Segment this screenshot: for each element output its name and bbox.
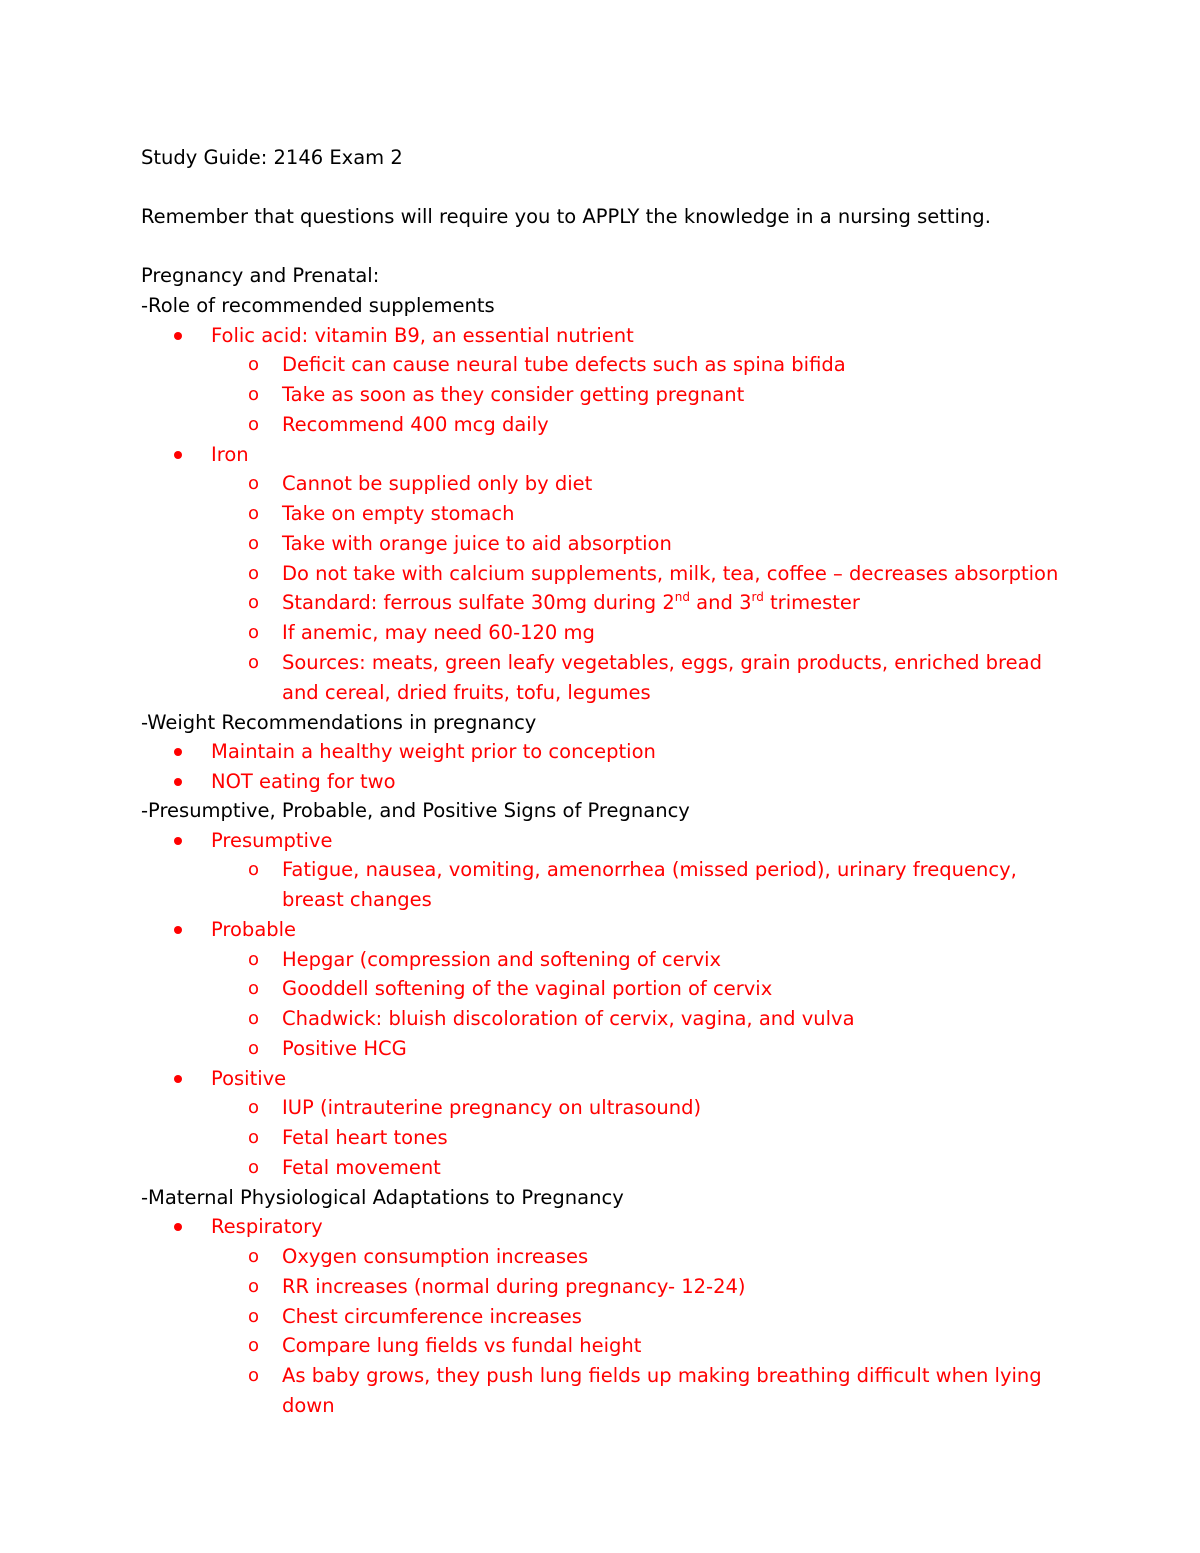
circle-bullet-icon: o: [248, 383, 260, 405]
circle-bullet-icon: o: [248, 1157, 260, 1179]
bullet-dot-icon: [174, 1075, 182, 1083]
bullet-dot-icon: [174, 451, 182, 459]
sub-list-item: o Fatigue, nausea, vomiting, amenorrhea (missed period), urinary frequency, breast changes: [141, 855, 1072, 915]
circle-bullet-icon: o: [248, 562, 260, 584]
circle-bullet-icon: o: [248, 1127, 260, 1149]
list-item: Iron: [141, 440, 1141, 470]
sub-list-item: o IUP (intrauterine pregnancy on ultrasound): [141, 1093, 1072, 1123]
document-title: Study Guide: 2146 Exam 2: [141, 146, 403, 169]
bullet-dot-icon: [174, 332, 182, 340]
list-item: Respiratory: [141, 1212, 1141, 1242]
circle-bullet-icon: o: [248, 1008, 260, 1030]
blank-line: [141, 232, 1141, 262]
document-page: [141, 143, 1141, 1421]
topic-heading: -Weight Recommendations in pregnancy: [141, 710, 537, 734]
circle-bullet-icon: o: [248, 859, 260, 881]
sub-list-item: o Sources: meats, green leafy vegetables, eggs, grain products, enriched bread and cereal, dried fruits, tofu, legumes: [141, 648, 1072, 708]
sub-list-item: o Hepgar (compression and softening of cervix: [141, 945, 1072, 975]
bullet-dot-icon: [174, 748, 182, 756]
sub-list-item: o Gooddell softening of the vaginal portion of cervix: [141, 974, 1072, 1004]
sub-list-item: o Oxygen consumption increases: [141, 1242, 1072, 1272]
circle-bullet-icon: o: [248, 413, 260, 435]
list-item: Presumptive: [141, 826, 1141, 856]
list-item: Probable: [141, 915, 1141, 945]
sub-list-item: o As baby grows, they push lung fields up making breathing difficult when lying down: [141, 1361, 1072, 1421]
sub-list-item: [141, 588, 1072, 618]
circle-bullet-icon: o: [248, 473, 260, 495]
sub-list-item: o Chadwick: bluish discoloration of cervix, vagina, and vulva: [141, 1004, 1072, 1034]
circle-bullet-icon: o: [248, 1335, 260, 1357]
sub-list-item: o Chest circumference increases: [141, 1302, 1072, 1332]
intro-text: Remember that questions will require you to APPLY the knowledge in a nursing setting.: [141, 205, 991, 229]
standard-dose-text: Standard: ferrous sulfate 30mg during 2nd and 3rd trimester: [282, 590, 860, 615]
circle-bullet-icon: o: [248, 1275, 260, 1297]
topic-heading: -Maternal Physiological Adaptations to Pregnancy: [141, 1185, 624, 1209]
list-item: Maintain a healthy weight prior to conception: [141, 737, 1141, 767]
topic-heading: -Role of recommended supplements: [141, 293, 495, 317]
bullet-dot-icon: [174, 1223, 182, 1231]
sub-list-item: o RR increases (normal during pregnancy- 12-24): [141, 1272, 1072, 1302]
list-item: Folic acid: vitamin B9, an essential nutrient: [141, 321, 1141, 351]
sub-list-item: o Fetal heart tones: [141, 1123, 1072, 1153]
sub-list-item: o Do not take with calcium supplements, milk, tea, coffee – decreases absorption: [141, 559, 1072, 589]
sub-list-item: o Recommend 400 mcg daily: [141, 410, 1072, 440]
circle-bullet-icon: o: [248, 622, 260, 644]
circle-bullet-icon: o: [248, 1246, 260, 1268]
bullet-dot-icon: [174, 778, 182, 786]
sub-list-item: o Take on empty stomach: [141, 499, 1072, 529]
sub-list-item: o Deficit can cause neural tube defects such as spina bifida: [141, 350, 1072, 380]
sub-list-item: o Cannot be supplied only by diet: [141, 469, 1072, 499]
circle-bullet-icon: o: [248, 978, 260, 1000]
sub-list-item: o Positive HCG: [141, 1034, 1072, 1064]
circle-bullet-icon: o: [248, 592, 260, 614]
circle-bullet-icon: o: [248, 651, 260, 673]
list-item: NOT eating for two: [141, 767, 1141, 797]
bullet-dot-icon: [174, 926, 182, 934]
sub-list-item: o Take with orange juice to aid absorption: [141, 529, 1072, 559]
circle-bullet-icon: o: [248, 354, 260, 376]
sub-list-item: o Take as soon as they consider getting pregnant: [141, 380, 1072, 410]
circle-bullet-icon: o: [248, 532, 260, 554]
sub-list-item: o Fetal movement: [141, 1153, 1072, 1183]
list-item: Positive: [141, 1064, 1141, 1094]
section-heading: Pregnancy and Prenatal:: [141, 264, 380, 288]
sub-list-item: o Compare lung fields vs fundal height: [141, 1331, 1072, 1361]
topic-heading: -Presumptive, Probable, and Positive Signs of Pregnancy: [141, 799, 690, 823]
circle-bullet-icon: o: [248, 1038, 260, 1060]
blank-line: [141, 173, 1141, 203]
bullet-dot-icon: [174, 837, 182, 845]
circle-bullet-icon: o: [248, 1365, 260, 1387]
circle-bullet-icon: o: [248, 1305, 260, 1327]
circle-bullet-icon: o: [248, 948, 260, 970]
circle-bullet-icon: o: [248, 502, 260, 524]
circle-bullet-icon: o: [248, 1097, 260, 1119]
sub-list-item: o If anemic, may need 60-120 mg: [141, 618, 1072, 648]
